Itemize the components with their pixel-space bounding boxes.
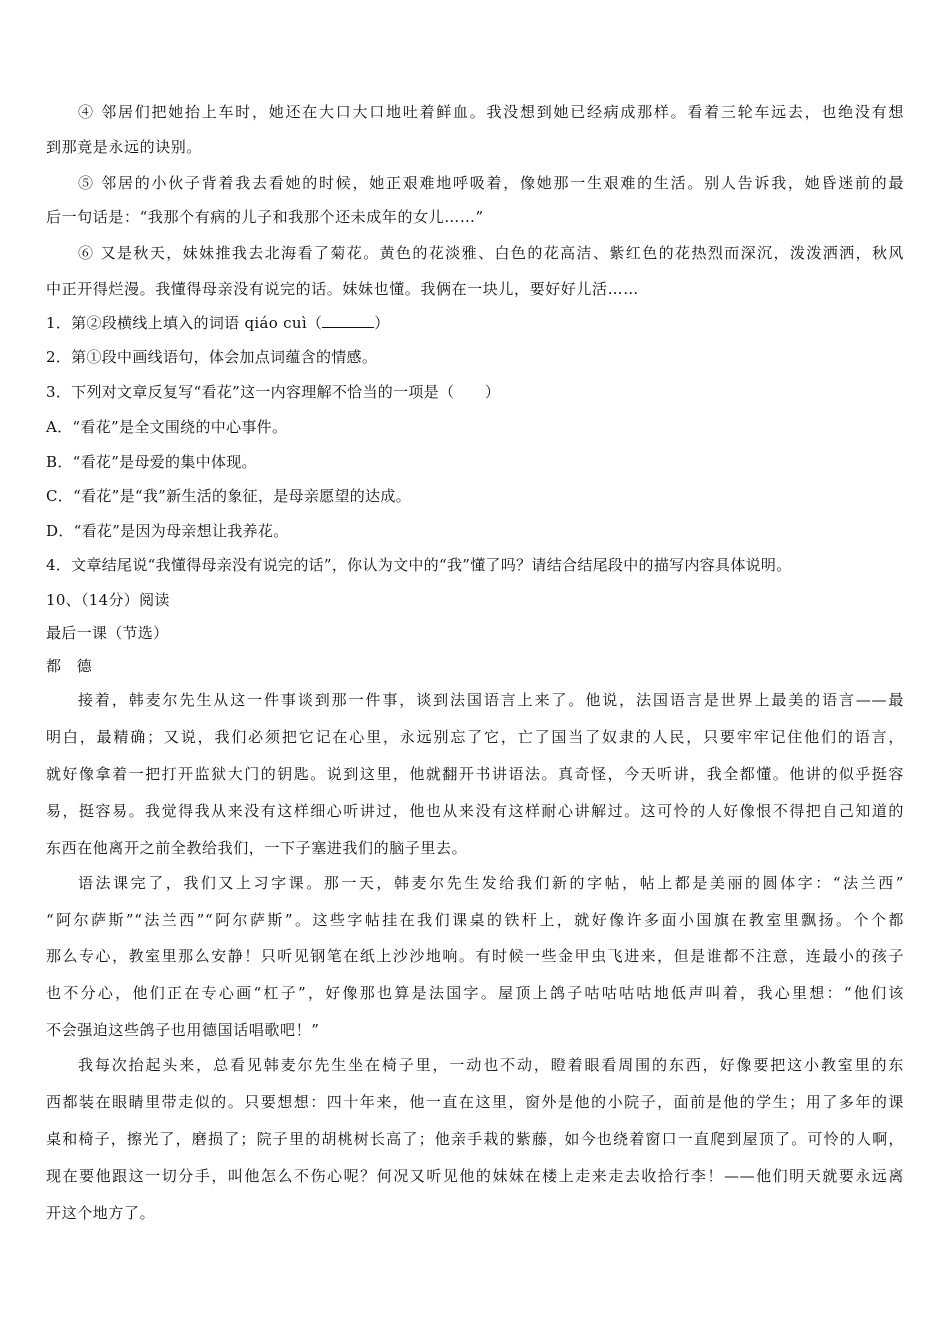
paragraph-6-line-1: ⑥ 又是秋天，妹妹推我去北海看了菊花。黄色的花淡雅、白色的花高洁、紫红色的花热烈而深沉，泼泼洒洒，秋风 [78,244,904,262]
passage-author: 都 德 [46,657,92,675]
option-a: A．“看花”是全文围绕的中心事件。 [46,418,288,436]
paragraph-5-line-1: ⑤ 邻居的小伙子背着我去看她的时候，她正艰难地呼吸着，像她那一生艰难的生活。别人告诉我，她昏迷前的最 [78,174,904,192]
question-4: 4．文章结尾说“我懂得母亲没有说完的话”，你认为文中的“我”懂了吗？请结合结尾段中的描写内容具体说明。 [46,556,792,574]
passage-b-line-5: 不会强迫这些鸽子也用德国话唱歌吧！” [46,1021,320,1039]
passage-b-line-2: “阿尔萨斯”“法兰西”“阿尔萨斯”。这些字帖挂在我们课桌的铁杆上，就好像许多面小国旗在教室里飘扬。个个都 [46,911,904,929]
passage-b-line-1: 语法课完了，我们又上习字课。那一天，韩麦尔先生发给我们新的字帖，帖上都是美丽的圆体字：“法兰西” [78,874,904,892]
passage-c-line-4: 现在要他跟这一切分手，叫他怎么不伤心呢？何况又听见他的妹妹在楼上走来走去收拾行李！——他们明天就要永远离 [46,1167,904,1185]
passage-b-line-4: 也不分心，他们正在专心画“杠子”，好像那也算是法国字。屋顶上鸽子咕咕咕咕地低声叫着，我心里想：“他们该 [46,984,904,1002]
passage-a-line-1: 接着，韩麦尔先生从这一件事谈到那一件事，谈到法国语言上来了。他说，法国语言是世界上最美的语言——最 [78,691,904,709]
option-b: B．“看花”是母爱的集中体现。 [46,453,257,471]
question-1-text: 1．第②段横线上填入的词语 qiáo cuì（ [46,314,323,332]
passage-a-line-3: 就好像拿着一把打开监狱大门的钥匙。说到这里，他就翻开书讲语法。真奇怪，今天听讲，我全都懂。他讲的似乎挺容 [46,765,904,783]
passage-c-line-2: 西都装在眼睛里带走似的。只要想想：四十年来，他一直在这里，窗外是他的小院子，面前是他的学生；用了多年的课 [46,1093,904,1111]
passage-c-line-5: 开这个地方了。 [46,1204,156,1222]
paragraph-6-line-2: 中正开得烂漫。我懂得母亲没有说完的话。妹妹也懂。我俩在一块儿，要好好儿活…… [46,280,639,298]
paragraph-5-line-2: 后一句话是：“我那个有病的儿子和我那个还未成年的女儿……” [46,208,484,226]
passage-a-line-5: 东西在他离开之前全教给我们，一下子塞进我们的脑子里去。 [46,839,468,857]
paragraph-4-line-2: 到那竟是永远的诀别。 [46,138,203,156]
answer-blank [322,315,374,328]
paragraph-4-line-1: ④ 邻居们把她抬上车时，她还在大口大口地吐着鲜血。我没想到她已经病成那样。看着三轮车远去，也绝没有想 [78,103,904,121]
question-1-close: ） [374,314,390,332]
option-c: C．“看花”是“我”新生活的象征，是母亲愿望的达成。 [46,487,411,505]
question-3: 3．下列对文章反复写“看花”这一内容理解不恰当的一项是（ ） [46,383,501,401]
passage-c-line-3: 桌和椅子，擦光了，磨损了；院子里的胡桃树长高了；他亲手栽的紫藤，如今也绕着窗口一直爬到屋顶了。可怜的人啊， [46,1130,904,1148]
section-10-heading: 10、（14分）阅读 [46,591,170,609]
passage-c-line-1: 我每次抬起头来，总看见韩麦尔先生坐在椅子里，一动也不动，瞪着眼看周围的东西，好像要把这小教室里的东 [78,1056,904,1074]
option-d: D．“看花”是因为母亲想让我养花。 [46,522,289,540]
passage-b-line-3: 那么专心，教室里那么安静！只听见钢笔在纸上沙沙地响。有时候一些金甲虫飞进来，但是谁都不注意，连最小的孩子 [46,947,904,965]
passage-a-line-2: 明白，最精确；又说，我们必须把它记在心里，永远别忘了它，亡了国当了奴隶的人民，只要牢牢记住他们的语言， [46,728,904,746]
question-2: 2．第①段中画线语句，体会加点词蕴含的情感。 [46,348,378,366]
question-1 [46,312,904,333]
passage-a-line-4: 易，挺容易。我觉得我从来没有这样细心听讲过，他也从来没有这样耐心讲解过。这可怜的人好像恨不得把自己知道的 [46,802,904,820]
passage-title: 最后一课（节选） [46,624,169,642]
